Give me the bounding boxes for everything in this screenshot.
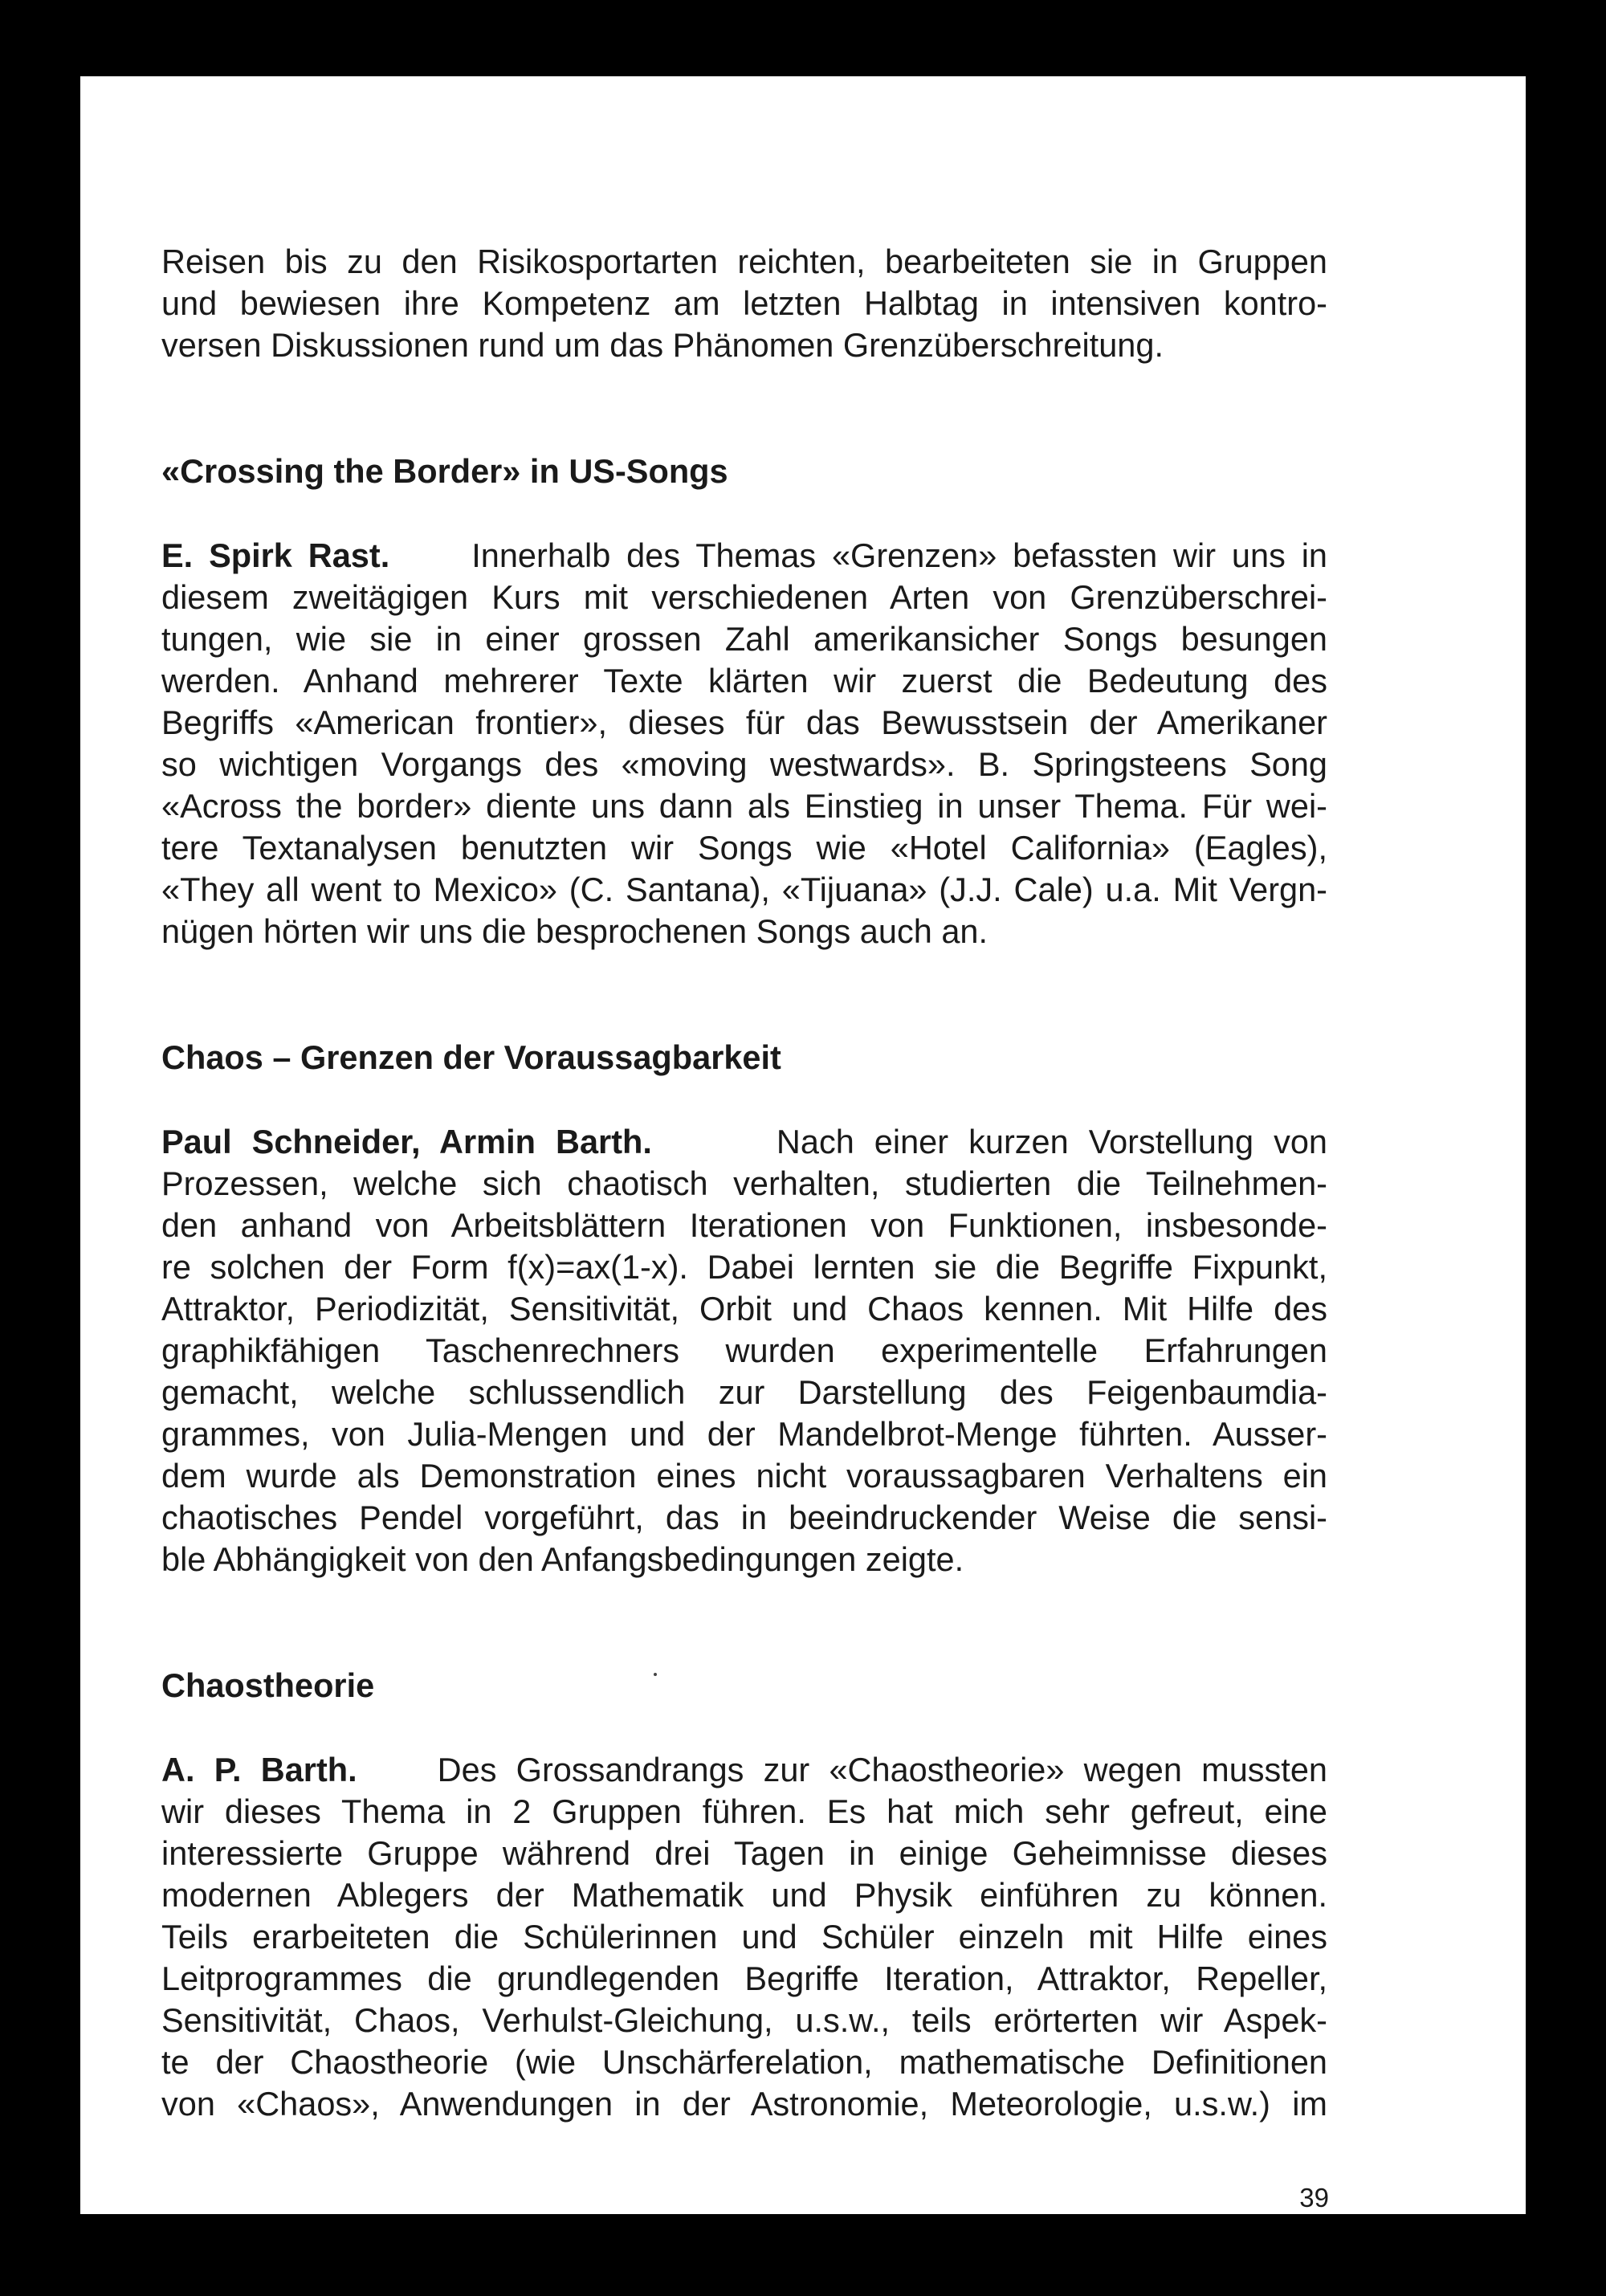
body-line: interessierte Gruppe während drei Tagen in einige Geheimnisse dieses [161, 1834, 1327, 1872]
section-first-line: Innerhalb des Themas «Grenzen» befassten wir uns in [471, 536, 1327, 574]
body-line: gemacht, welche schlussendlich zur Darstellung des Feigenbaumdia- [161, 1373, 1327, 1411]
body-line: den anhand von Arbeitsblättern Iterationen von Funktionen, insbesonde- [161, 1206, 1327, 1244]
body-line: ble Abhängigkeit von den Anfangsbedingungen zeigte. [161, 1540, 964, 1578]
body-line: Begriffs «American frontier», dieses für das Bewusstsein der Amerikaner [161, 703, 1327, 741]
body-line: modernen Ablegers der Mathematik und Physik einführen zu können. [161, 1876, 1327, 1914]
section-title-chaostheorie: Chaostheorie [161, 1666, 375, 1704]
section-first-line: Des Grossandrangs zur «Chaostheorie» wegen mussten [437, 1751, 1327, 1788]
body-line: von «Chaos», Anwendungen in der Astronomie, Meteorologie, u.s.w.) im [161, 2085, 1327, 2123]
section-body-crossing-the-border [161, 535, 1327, 952]
page-number: 39 [1299, 2183, 1329, 2212]
body-line: Sensitivität, Chaos, Verhulst-Gleichung, u.s.w., teils erörterten wir Aspek- [161, 2001, 1327, 2039]
body-line: tere Textanalysen benutzten wir Songs wie «Hotel California» (Eagles), [161, 829, 1327, 867]
body-line: diesem zweitägigen Kurs mit verschiedenen Arten von Grenzüberschrei- [161, 578, 1327, 616]
body-line: werden. Anhand mehrerer Texte klärten wir zuerst die Bedeutung des [161, 662, 1327, 699]
page-content [161, 241, 1327, 2125]
body-line: nügen hörten wir uns die besprochenen Songs auch an. [161, 912, 988, 950]
body-line: «They all went to Mexico» (C. Santana), «Tijuana» (J.J. Cale) u.a. Mit Vergn- [161, 871, 1327, 908]
section-title-chaos-grenzen: Chaos – Grenzen der Voraussagbarkeit [161, 1038, 781, 1076]
section-author: Paul Schneider, Armin Barth. [161, 1123, 652, 1160]
section-body-chaostheorie [161, 1749, 1327, 2125]
body-line: so wichtigen Vorgangs des «moving westwards». B. Springsteens Song [161, 745, 1327, 783]
section-title-crossing-the-border: «Crossing the Border» in US-Songs [161, 452, 728, 490]
section-author: A. P. Barth. [161, 1751, 357, 1788]
document-page [80, 76, 1526, 2214]
intro-paragraph [161, 241, 1327, 366]
body-line: re solchen der Form f(x)=ax(1-x). Dabei lernten sie die Begriffe Fixpunkt, [161, 1248, 1327, 1286]
section-author: E. Spirk Rast. [161, 536, 390, 574]
body-line: Leitprogrammes die grundlegenden Begriffe Iteration, Attraktor, Repeller, [161, 1960, 1327, 1997]
body-line: tungen, wie sie in einer grossen Zahl amerikansicher Songs besungen [161, 620, 1327, 658]
intro-line: und bewiesen ihre Kompetenz am letzten Halbtag in intensiven kontro- [161, 284, 1327, 322]
intro-line: versen Diskussionen rund um das Phänomen Grenzüberschreitung. [161, 326, 1164, 364]
body-line: Teils erarbeiteten die Schülerinnen und Schüler einzeln mit Hilfe eines [161, 1918, 1327, 1955]
body-line: Attraktor, Periodizität, Sensitivität, Orbit und Chaos kennen. Mit Hilfe des [161, 1290, 1327, 1327]
body-line: wir dieses Thema in 2 Gruppen führen. Es hat mich sehr gefreut, eine [161, 1792, 1327, 1830]
body-line: «Across the border» diente uns dann als Einstieg in unser Thema. Für wei- [161, 787, 1327, 825]
body-line: dem wurde als Demonstration eines nicht voraussagbaren Verhaltens ein [161, 1457, 1327, 1495]
section-body-chaos-grenzen [161, 1121, 1327, 1580]
intro-line: Reisen bis zu den Risikosportarten reichten, bearbeiteten sie in Gruppen [161, 243, 1327, 280]
section-first-line: Nach einer kurzen Vorstellung von [776, 1123, 1327, 1160]
body-line: grammes, von Julia-Mengen und der Mandelbrot-Menge führten. Ausser- [161, 1415, 1327, 1453]
body-line: chaotisches Pendel vorgeführt, das in beeindruckender Weise die sensi- [161, 1499, 1327, 1536]
body-line: te der Chaostheorie (wie Unschärferelation, mathematische Definitionen [161, 2043, 1327, 2081]
stray-dot [654, 1673, 657, 1676]
body-line: graphikfähigen Taschenrechners wurden experimentelle Erfahrungen [161, 1332, 1327, 1369]
body-line: Prozessen, welche sich chaotisch verhalten, studierten die Teilnehmen- [161, 1164, 1327, 1202]
